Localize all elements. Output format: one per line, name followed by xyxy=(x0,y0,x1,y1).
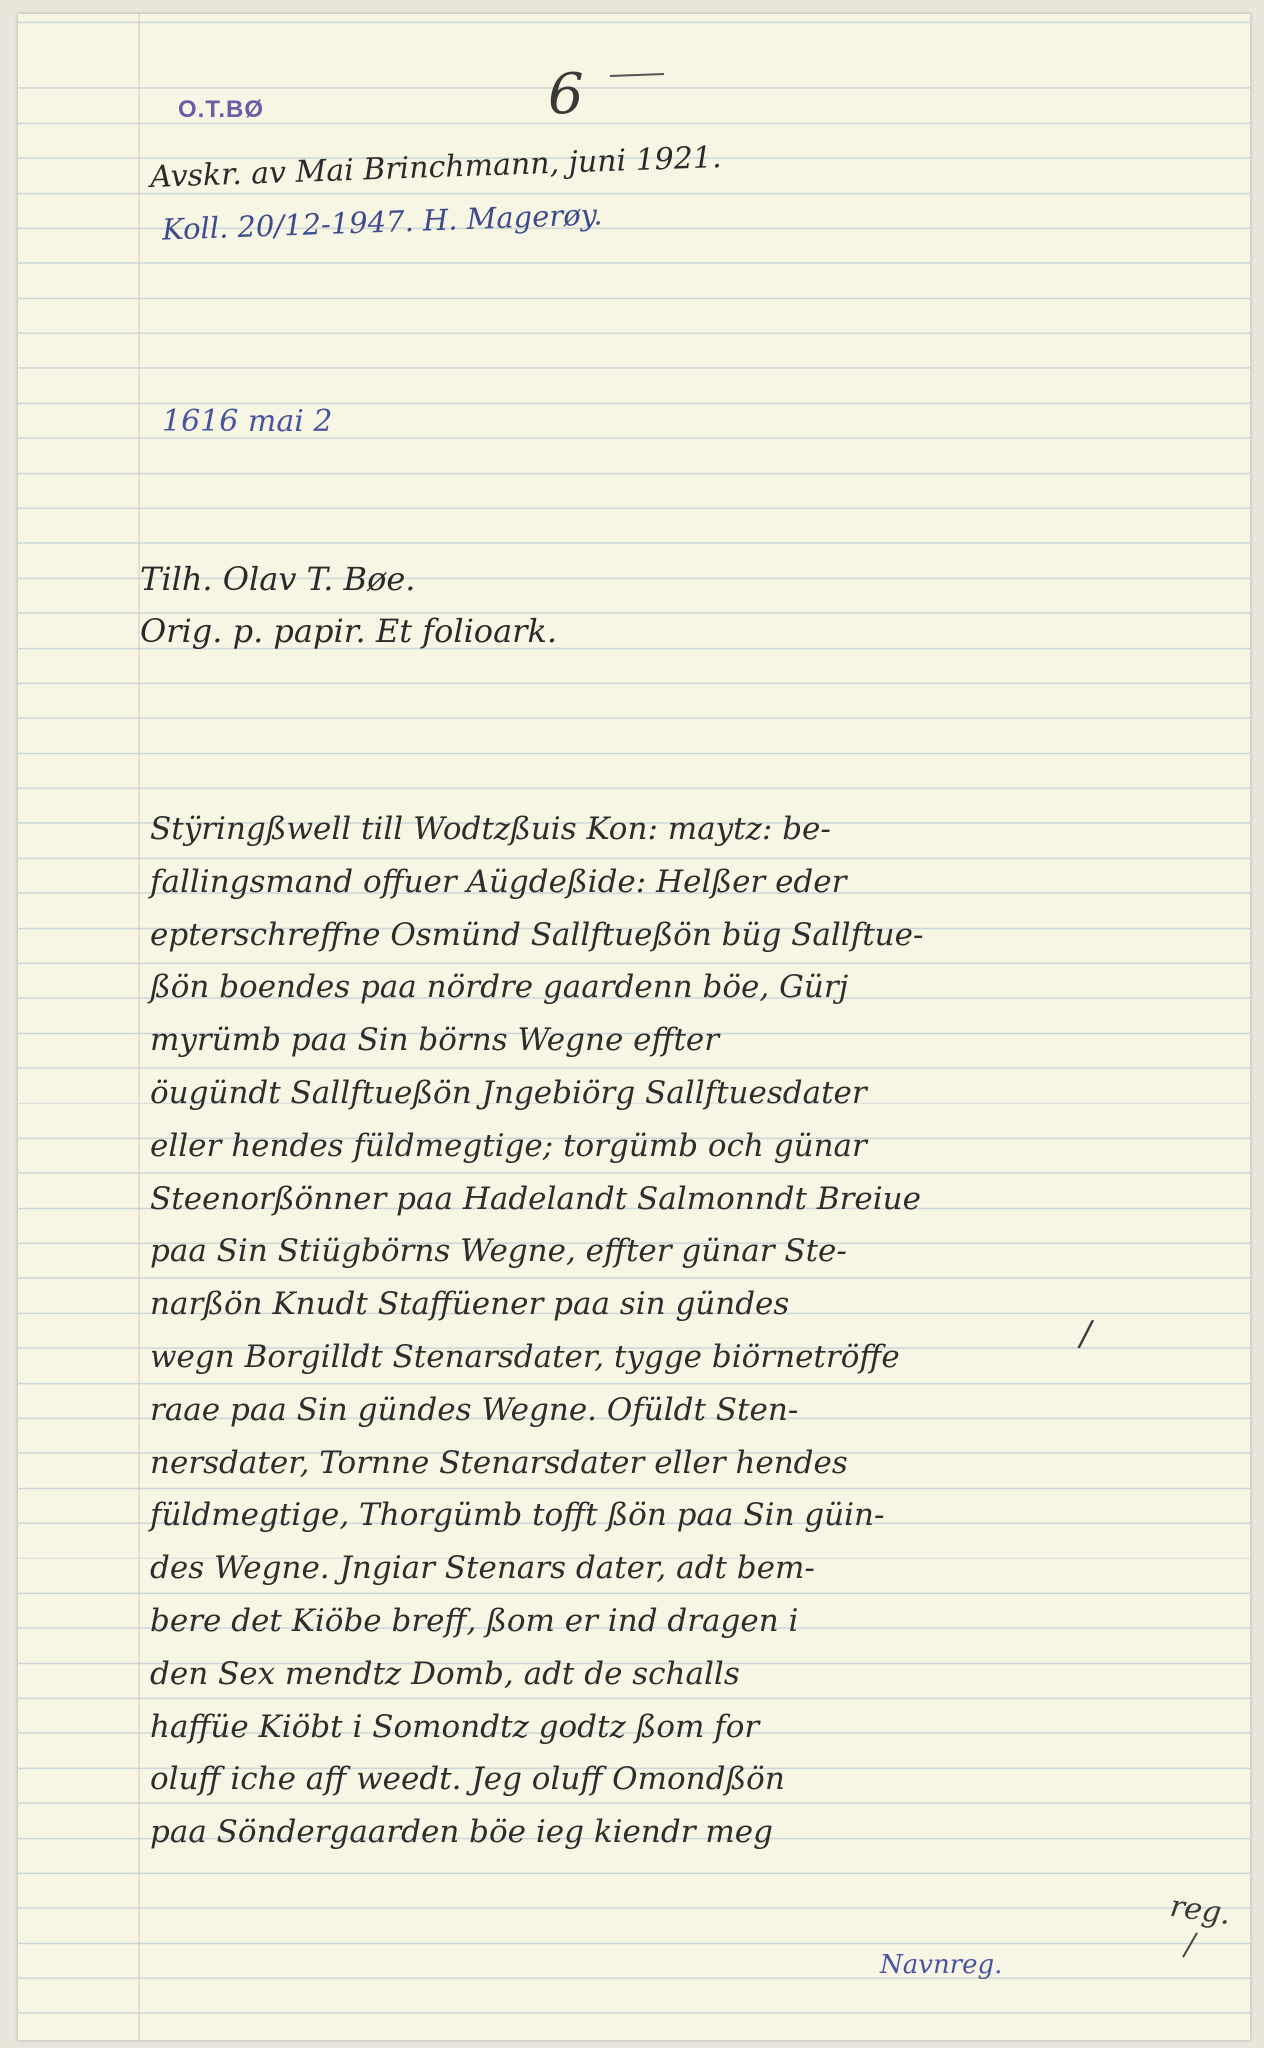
name-register-note: Navnreg. xyxy=(880,1950,1003,1980)
transcription-line: den Sex mendtz Domb, adt de schalls xyxy=(150,1655,740,1692)
transcription-body xyxy=(150,803,1030,1859)
transcription-line: ßön boendes paa nördre gaardenn böe, Gürj xyxy=(150,969,849,1006)
transcription-line: des Wegne. Jngiar Stenars dater, adt bem- xyxy=(150,1550,815,1587)
transcription-line: myrümb paa Sin börns Wegne effter xyxy=(150,1022,720,1059)
transcription-line: haffüe Kiöbt i Somondtz godtz ßom for xyxy=(150,1708,760,1745)
transcription-line: Stÿringßwell till Wodtzßuis Kon: maytz: be- xyxy=(150,811,831,847)
transcription-line: epterschreffne Osmünd Sallftueßön büg Sallftue- xyxy=(150,916,924,953)
transcription-line: wegn Borgilldt Stenarsdater, tygge biörnetröffe xyxy=(150,1338,900,1375)
original-note: Orig. p. papir. Et folioark. xyxy=(140,612,557,650)
register-note: reg. xyxy=(1167,1888,1233,1933)
page-number: 6 xyxy=(548,62,584,127)
acquisition-note: Avskr. av Mai Brinchmann, juni 1921. xyxy=(149,140,723,195)
transcription-line: fallingsmand offuer Aügdeßide: Helßer eder xyxy=(150,863,847,900)
transcription-line: bere det Kiöbe breff, ßom er ind dragen i xyxy=(150,1602,799,1639)
transcription-line: eller hendes füldmegtige; torgümb och günar xyxy=(150,1127,867,1164)
margin-mark: / xyxy=(1080,1314,1092,1354)
holder-note: Tilh. Olav T. Bøe. xyxy=(140,560,416,598)
transcription-line: paa Söndergaarden böe ieg kiendr meg xyxy=(150,1814,773,1851)
document-date: 1616 mai 2 xyxy=(162,404,333,439)
transcription-line: öugündt Sallftueßön Jngebiörg Sallftuesdater xyxy=(150,1074,867,1111)
transcription-line: paa Sin Stiügbörns Wegne, effter günar Ste- xyxy=(150,1233,847,1270)
transcription-line: raae paa Sin gündes Wegne. Ofüldt Sten- xyxy=(150,1391,799,1428)
collation-note: Koll. 20/12-1947. H. Magerøy. xyxy=(161,197,603,247)
transcription-line: narßön Knudt Staffüener paa sin gündes xyxy=(150,1286,790,1323)
archive-stamp: O.T.BØ xyxy=(178,96,265,123)
transcription-line: füldmegtige, Thorgümb tofft ßön paa Sin güin- xyxy=(150,1497,885,1534)
transcription-line: Steenorßönner paa Hadelandt Salmonndt Breiue xyxy=(150,1180,921,1217)
margin-rule xyxy=(138,14,140,2040)
transcription-line: nersdater, Tornne Stenarsdater eller hendes xyxy=(150,1444,848,1481)
transcription-line: oluff iche aff weedt. Jeg oluff Omondßön xyxy=(150,1761,785,1798)
